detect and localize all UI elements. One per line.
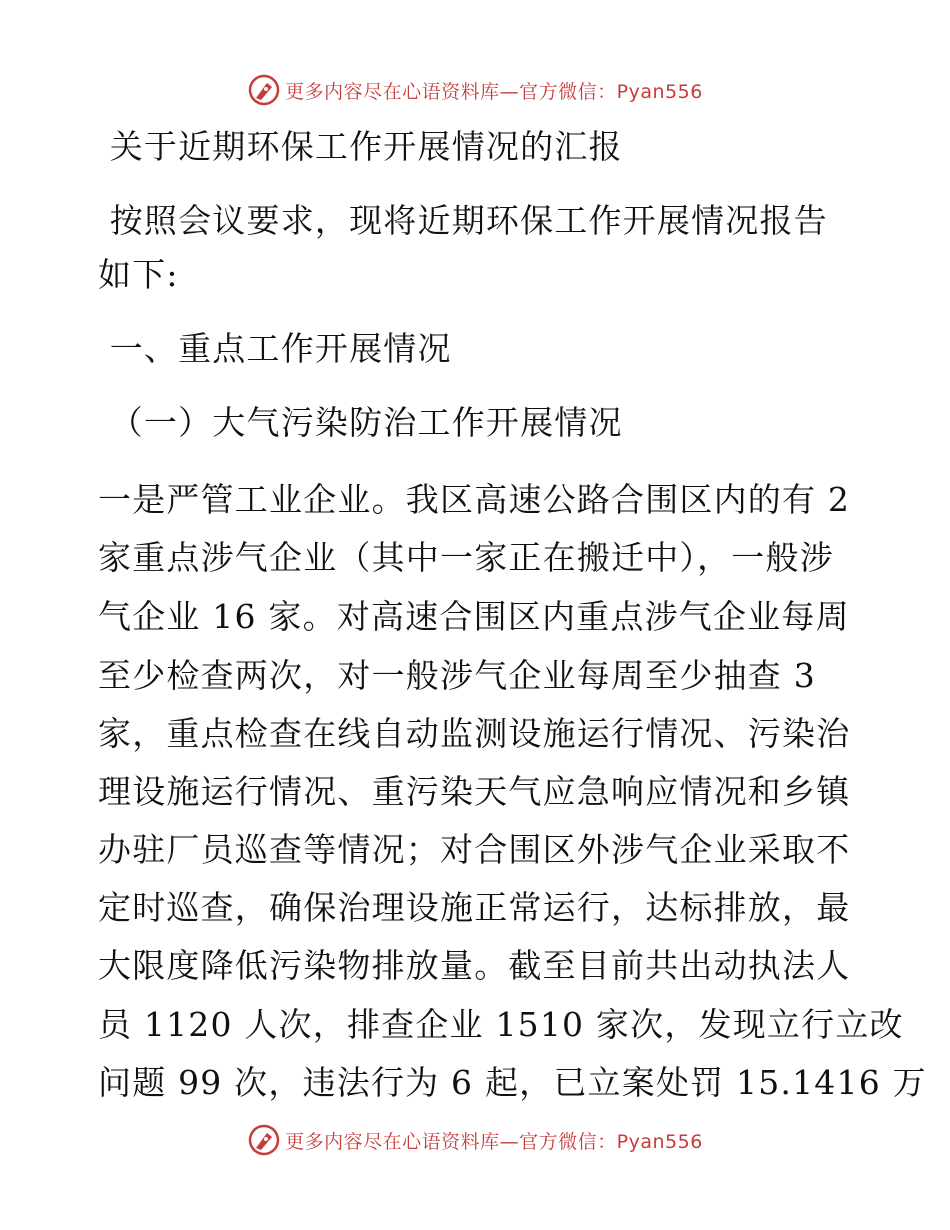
body-line: 一是严管工业企业。我区高速公路合围区内的有 2: [98, 480, 851, 519]
body-line: 家，重点检查在线自动监测设施运行情况、污染治: [98, 714, 851, 753]
document-title: 关于近期环保工作开展情况的汇报: [98, 127, 623, 166]
body-line: 至少检查两次，对一般涉气企业每周至少抽查 3: [98, 656, 816, 695]
pen-nib-circle-icon: [247, 1123, 281, 1157]
section-heading-2: （一）大气污染防治工作开展情况: [98, 403, 623, 442]
watermark-banner-top: [0, 70, 950, 110]
intro-line-1: 按照会议要求，现将近期环保工作开展情况报告: [98, 201, 828, 240]
body-line: 问题 99 次，违法行为 6 起，已立案处罚 15.1416 万: [98, 1063, 927, 1102]
body-paragraph: [98, 470, 927, 1112]
body-line: 气企业 16 家。对高速合围区内重点涉气企业每周: [98, 597, 850, 636]
watermark-text: 更多内容尽在心语资料库—官方微信：Pyan556: [285, 80, 703, 103]
section-heading-1: 一、重点工作开展情况: [98, 329, 452, 368]
watermark-banner-bottom: [0, 1120, 950, 1160]
body-line: 大限度降低污染物排放量。截至目前共出动执法人: [98, 946, 851, 985]
watermark-text: 更多内容尽在心语资料库—官方微信：Pyan556: [285, 1130, 703, 1153]
body-line: 定时巡查，确保治理设施正常运行，达标排放，最: [98, 888, 851, 927]
intro-line-2: 如下:: [98, 255, 179, 294]
document-body: [98, 118, 927, 1112]
pen-nib-circle-icon: [247, 73, 281, 107]
body-line: 员 1120 人次，排查企业 1510 家次，发现立行立改: [98, 1005, 904, 1044]
body-line: 办驻厂员巡查等情况；对合围区外涉气企业采取不: [98, 830, 851, 869]
body-line: 理设施运行情况、重污染天气应急响应情况和乡镇: [98, 772, 851, 811]
body-line: 家重点涉气企业（其中一家正在搬迁中），一般涉: [98, 538, 834, 577]
